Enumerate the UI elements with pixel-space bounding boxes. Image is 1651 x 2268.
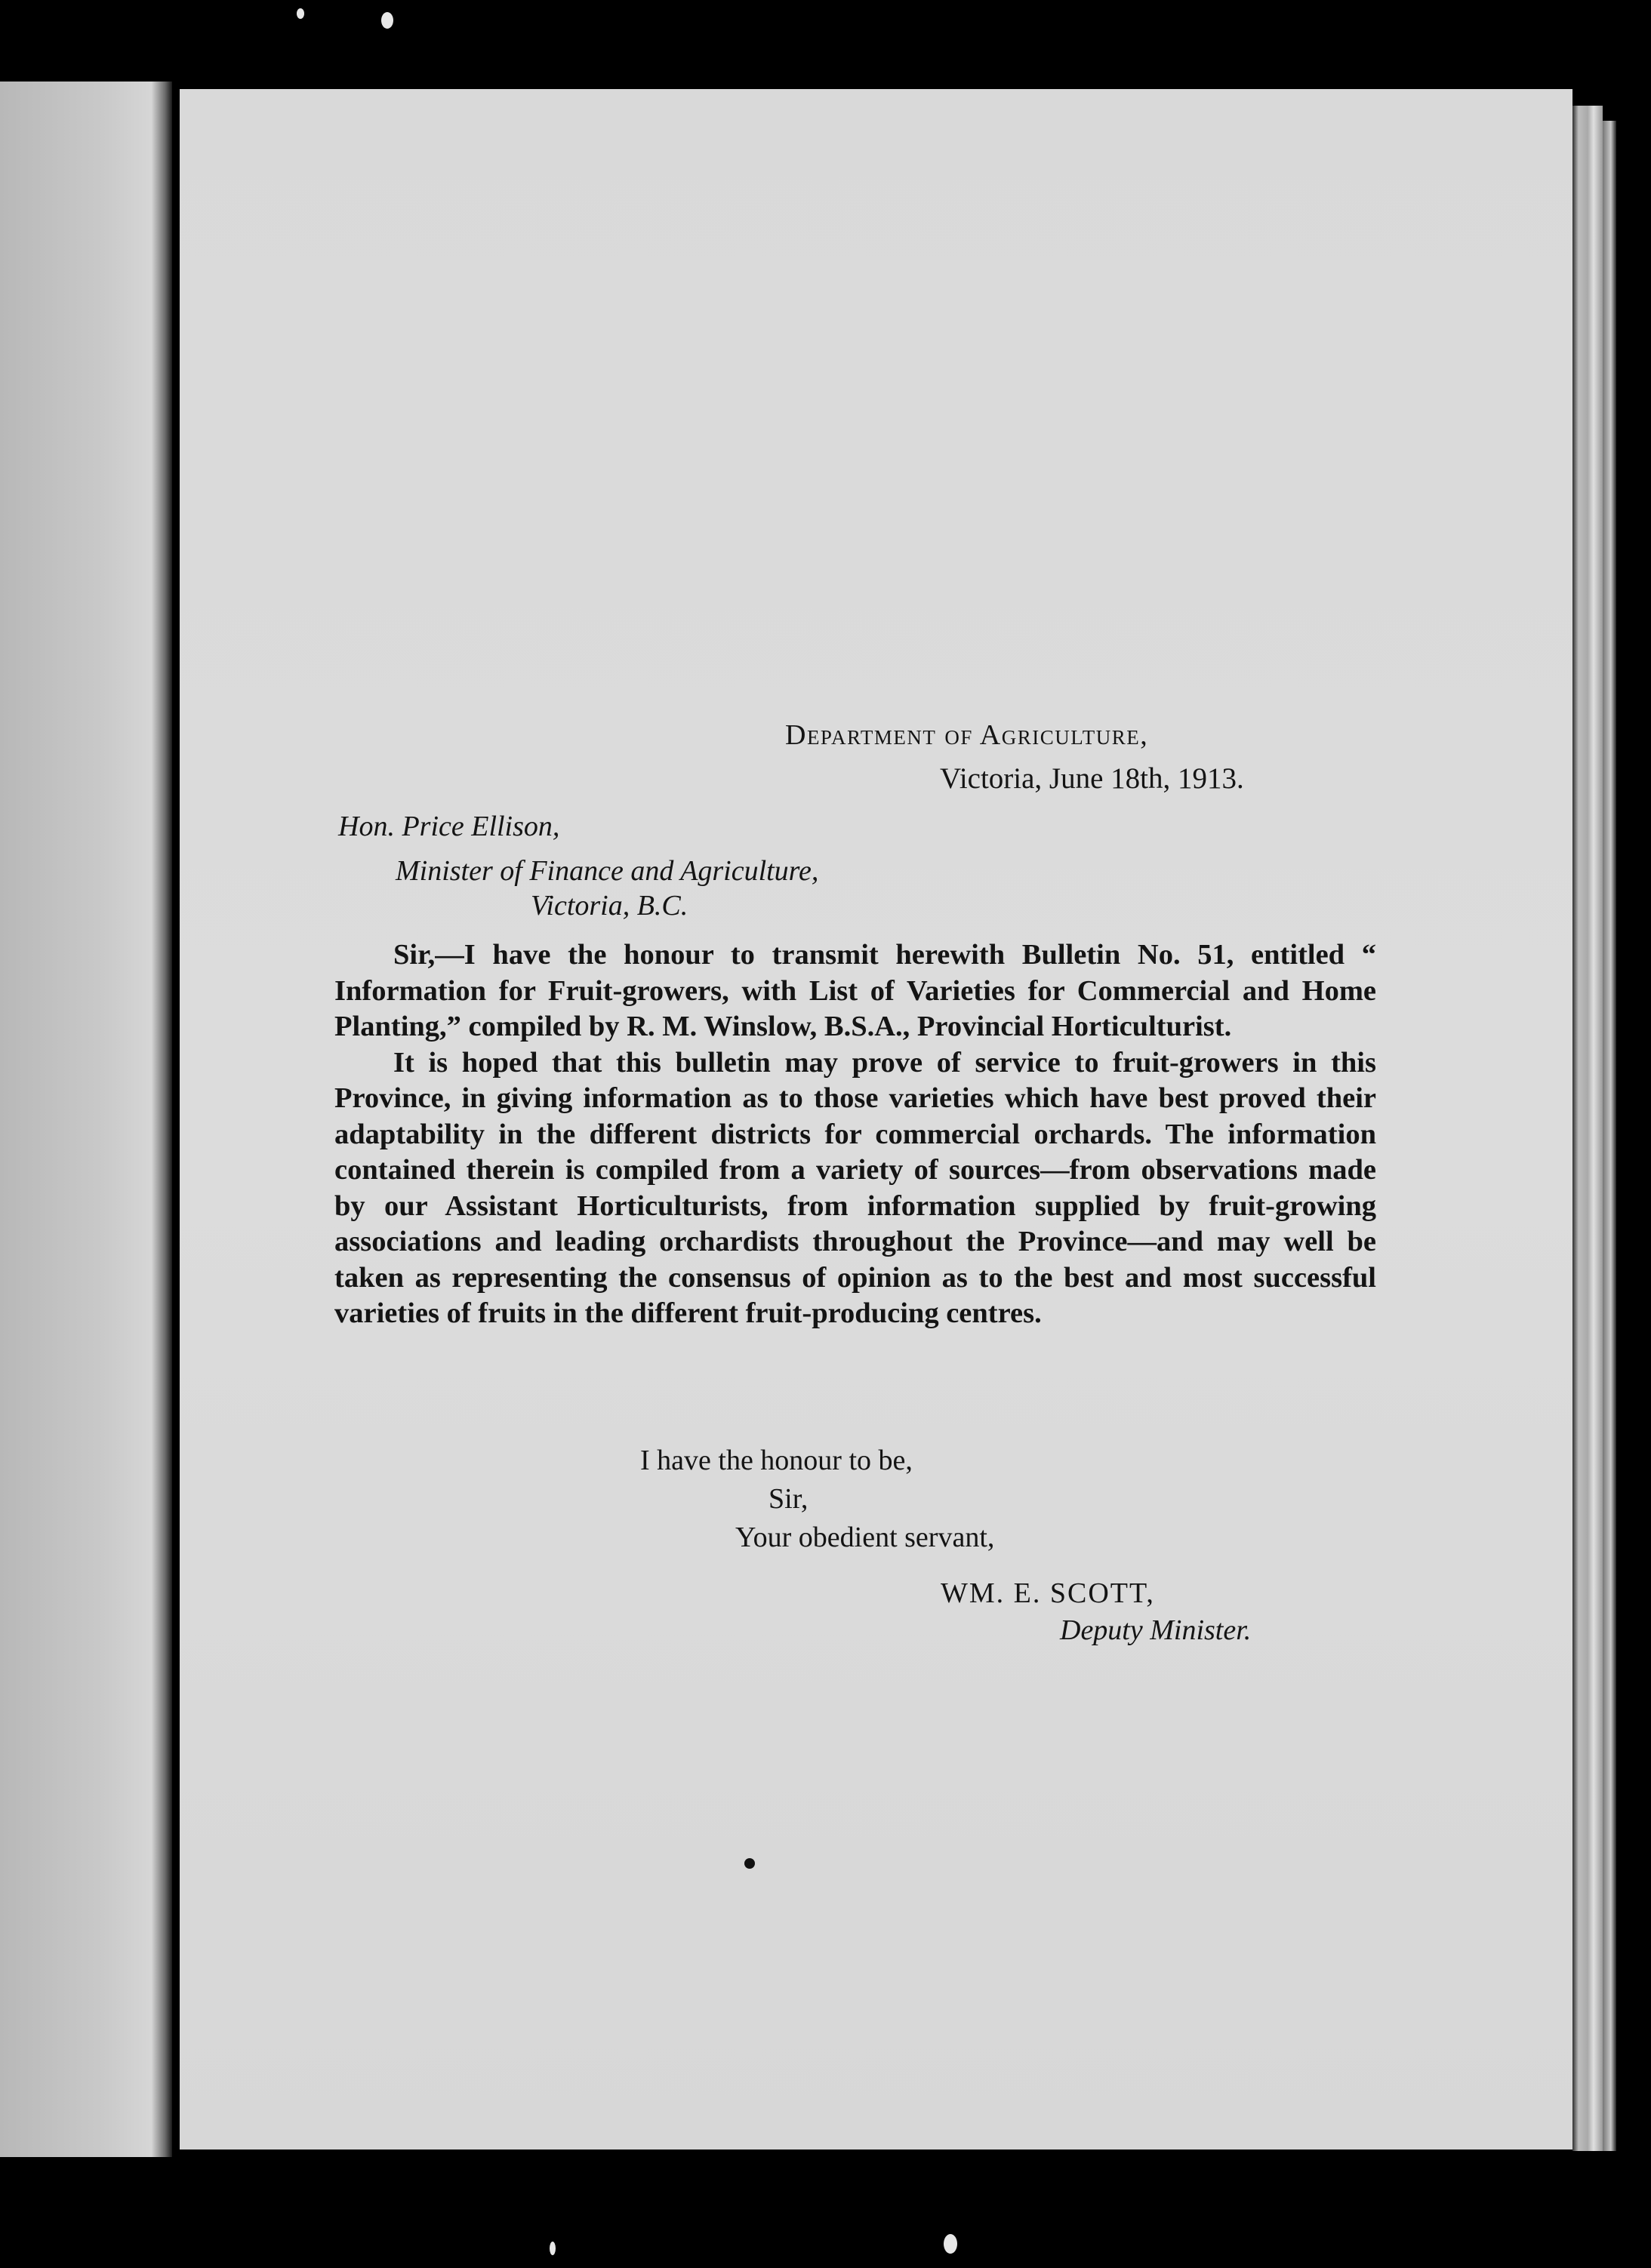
- addressee-name: Hon. Price Ellison,: [338, 811, 560, 842]
- paragraph-transmittal: Sir,—I have the honour to transmit herewith Bulletin No. 51, entitled “ Information for Fruit-growers, with List of Varieties for Commercial and Home Planting,” compiled by R. M. Winslow, B.S.A., Provincial Horticulturist.: [334, 939, 1376, 1042]
- ink-dot: [744, 1858, 755, 1869]
- letter-body: [334, 937, 1376, 1332]
- scan-speck: [381, 12, 393, 29]
- scan-speck: [297, 8, 304, 19]
- paragraph-purpose: It is hoped that this bulletin may prove of service to fruit-growers in this Province, in giving information as to those varieties which have best proved their adaptability in the different districts for commercial orchards. The information contained therein is compiled from a variety of sources—from observations made by our Assistant Horticulturists, from information supplied by fruit-growing associations and leading orchardists throughout the Province—and may well be taken as representing the consensus of opinion as to the best and most successful varieties of fruits in the different fruit-producing centres.: [334, 1046, 1376, 1329]
- right-page-edge: [1572, 106, 1603, 2151]
- scan-speck: [550, 2242, 556, 2255]
- closing-servant: Your obedient servant,: [735, 1522, 995, 1553]
- addressee-place: Victoria, B.C.: [531, 890, 688, 922]
- signature-name: WM. E. SCOTT,: [941, 1577, 1155, 1609]
- signature-title: Deputy Minister.: [1060, 1614, 1252, 1646]
- department-heading: Department of Agriculture,: [785, 719, 1149, 751]
- scan-speck: [944, 2234, 957, 2254]
- addressee-title: Minister of Finance and Agriculture,: [396, 855, 819, 887]
- closing-salutation: Sir,: [769, 1483, 809, 1515]
- closing-line: I have the honour to be,: [640, 1445, 913, 1476]
- left-page-edge: [0, 82, 172, 2157]
- right-page-edge-outer: [1603, 121, 1616, 2151]
- date-line: Victoria, June 18th, 1913.: [940, 762, 1244, 795]
